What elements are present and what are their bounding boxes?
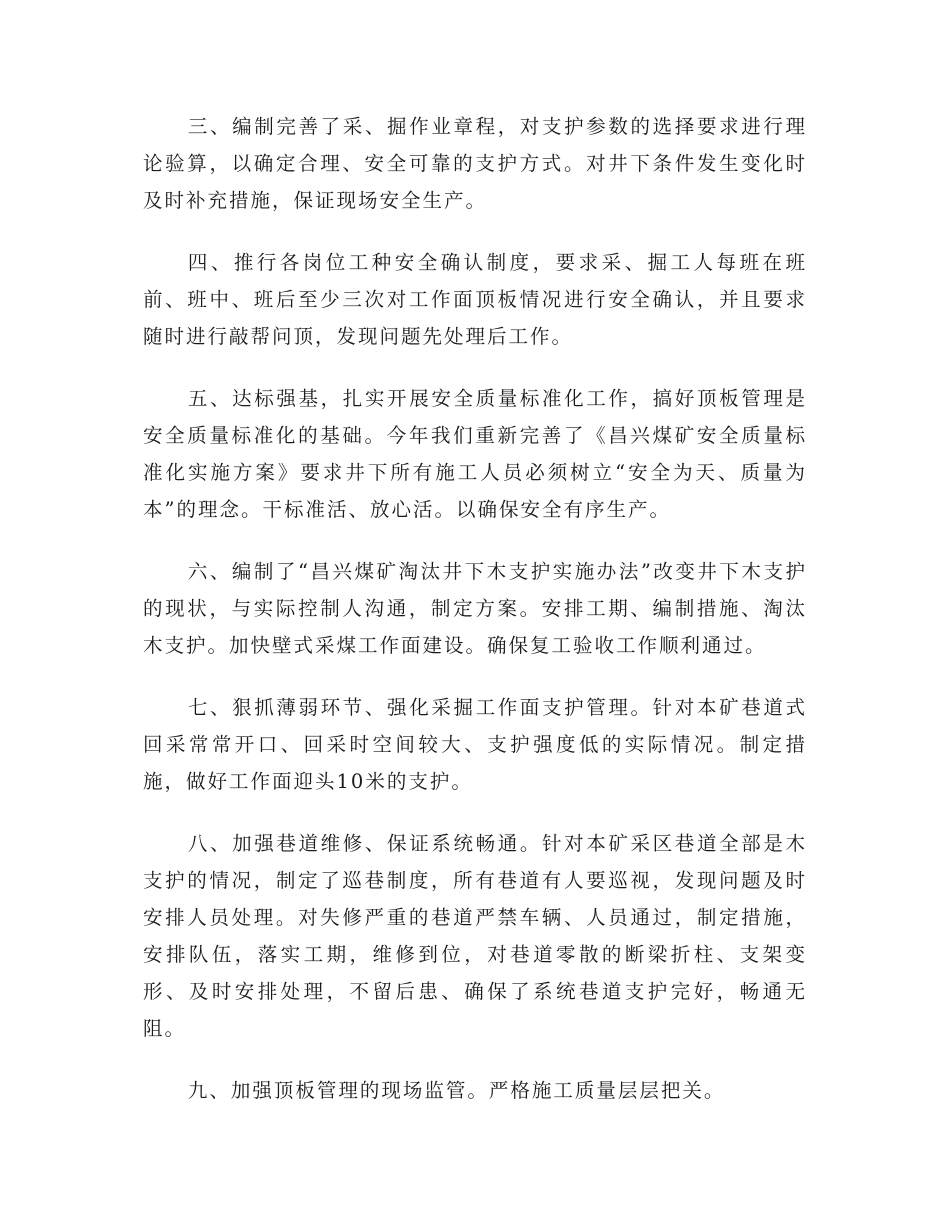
paragraph-3: 三、编制完善了采、掘作业章程，对支护参数的选择要求进行理论验算，以确定合理、安全可靠的支护方式。对井下条件发生变化时及时补充措施，保证现场安全生产。 xyxy=(143,115,807,212)
paragraph-4: 四、推行各岗位工种安全确认制度，要求采、掘工人每班在班前、班中、班后至少三次对工作面顶板情况进行安全确认，并且要求随时进行敲帮问顶，发现问题先处理后工作。 xyxy=(143,251,807,348)
paragraph-9: 九、加强顶板管理的现场监管。严格施工质量层层把关。 xyxy=(187,1079,726,1102)
paragraph-8: 八、加强巷道维修、保证系统畅通。针对本矿采区巷道全部是木支护的情况，制定了巡巷制度，所有巷道有人要巡视，发现问题及时安排人员处理。对失修严重的巷道严禁车辆、人员通过，制定措施，安排队伍，落实工期，维修到位，对巷道零散的断梁折柱、支架变形、及时安排处理，不留后患、确保了系统巷道支护完好，畅通无阻。 xyxy=(143,832,807,1040)
document-body xyxy=(143,108,807,1134)
paragraph-6: 六、编制了“昌兴煤矿淘汰井下木支护实施办法”改变井下木支护的现状，与实际控制人沟通，制定方案。安排工期、编制措施、淘汰木支护。加快壁式采煤工作面建设。确保复工验收工作顺利通过。 xyxy=(143,560,807,657)
paragraph-7: 七、狠抓薄弱环节、强化采掘工作面支护管理。针对本矿巷道式回采常常开口、回采时空间较大、支护强度低的实际情况。制定措施，做好工作面迎头10米的支护。 xyxy=(143,696,807,793)
paragraph-5: 五、达标强基，扎实开展安全质量标准化工作，搞好顶板管理是安全质量标准化的基础。今年我们重新完善了《昌兴煤矿安全质量标准化实施方案》要求井下所有施工人员必须树立“安全为天、质量为本”的理念。干标准活、放心活。以确保安全有序生产。 xyxy=(143,387,807,521)
